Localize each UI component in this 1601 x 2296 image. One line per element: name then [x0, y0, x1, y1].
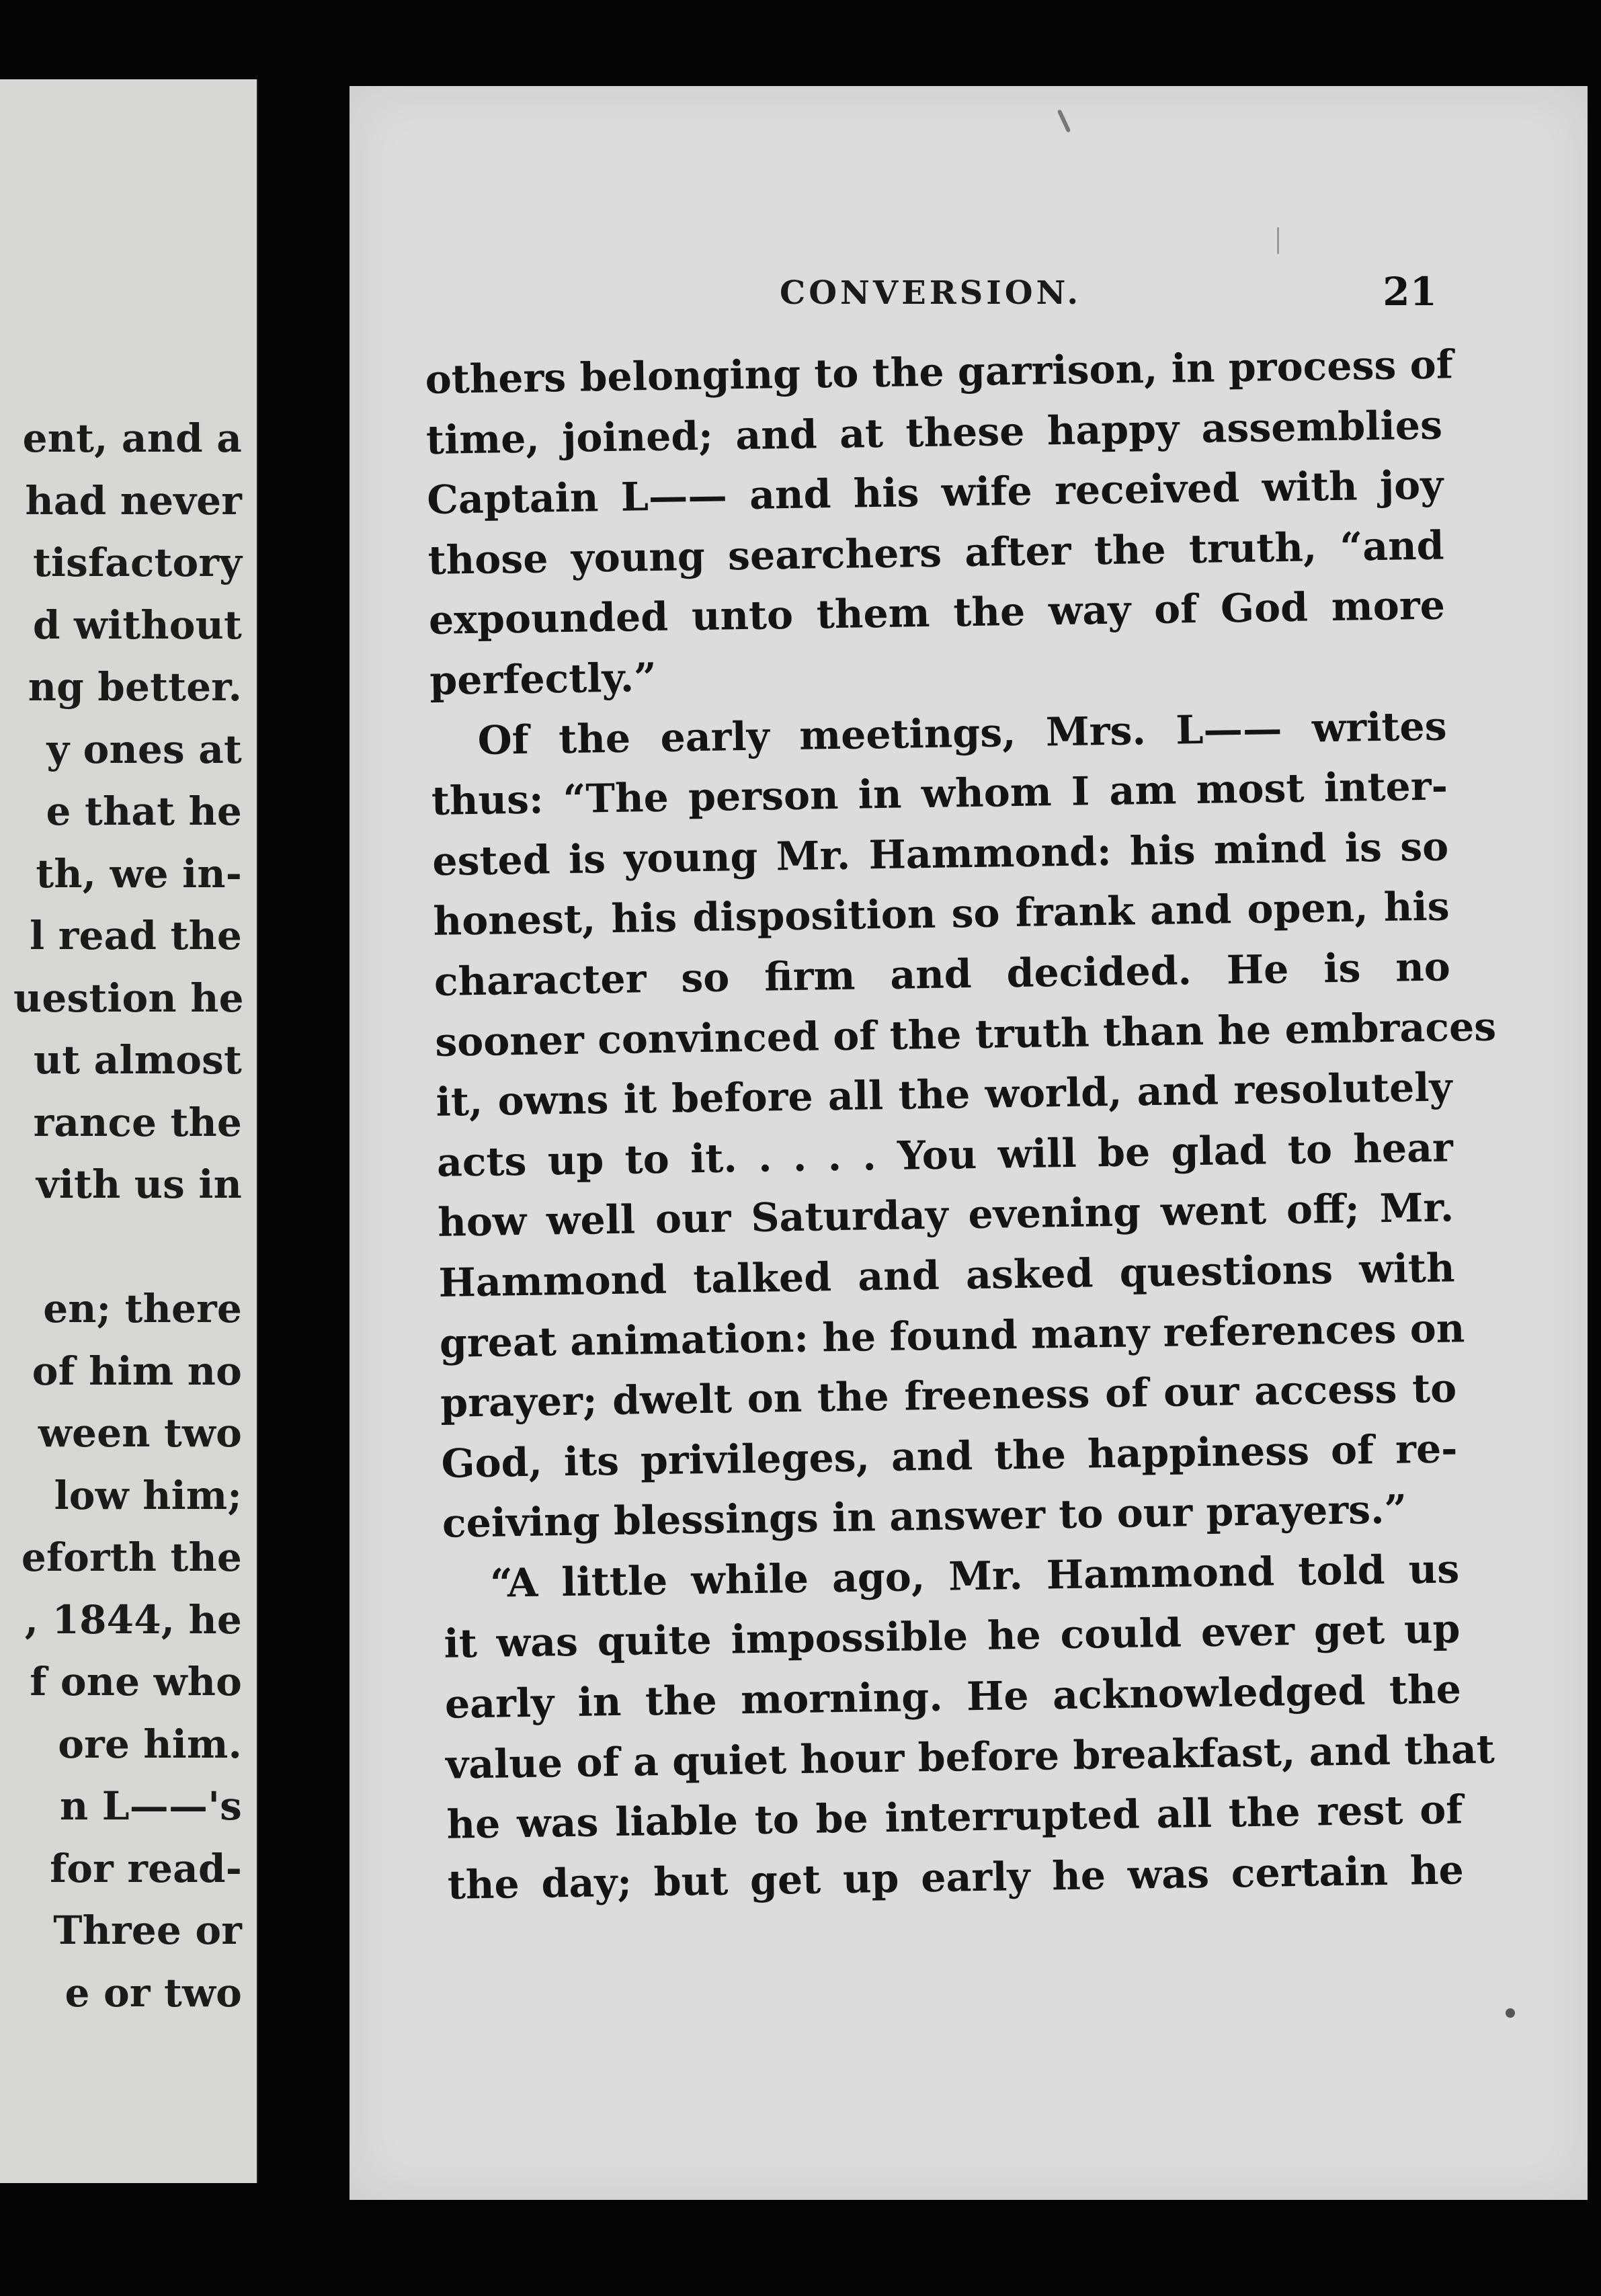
text-line: those young searchers after the truth, “and [427, 522, 1444, 583]
running-title: CONVERSION. [780, 274, 1082, 312]
left-line: low him; [54, 1472, 242, 1518]
left-line: th, we in- [36, 850, 242, 897]
left-line: uestion he [13, 975, 244, 1021]
left-line: vith us in [36, 1161, 242, 1207]
page-header [350, 269, 1588, 335]
left-line: , 1844, he [24, 1596, 242, 1643]
paper-speck [1277, 227, 1279, 254]
left-line: en; there [43, 1286, 242, 1331]
left-line: ut almost [33, 1037, 242, 1083]
paragraph-start-line: “A little while ago, Mr. Hammond told us [489, 1545, 1460, 1606]
left-line: ween two [38, 1410, 242, 1456]
text-line: how well our Saturday evening went off; Mr. [437, 1184, 1454, 1246]
paper-speck [1057, 109, 1071, 132]
text-line: time, joined; and at these happy assemblies [425, 401, 1443, 463]
text-line: great animation: he found many references on [439, 1304, 1465, 1366]
text-line: God, its privileges, and the happiness of re- [441, 1425, 1458, 1487]
text-line: early in the morning. He acknowledged the [444, 1666, 1462, 1727]
text-line: honest, his disposition so frank and open, his [433, 883, 1450, 945]
left-line: l read the [30, 913, 242, 958]
text-line: ceiving blessings in answer to our prayers.” [442, 1485, 1407, 1547]
left-line: of him no [32, 1348, 242, 1394]
text-line: ested is young Mr. Hammond: his mind is so [432, 823, 1449, 885]
body-text [425, 335, 1497, 1916]
text-line: he was liable to be interrupted all the rest of [446, 1786, 1463, 1848]
left-line: Three or [53, 1908, 242, 1953]
text-line: thus: “The person in whom I am most inter- [431, 762, 1448, 825]
text-line: acts up to it. . . . . You will be glad to hear [436, 1124, 1454, 1186]
text-line: perfectly.” [429, 653, 657, 704]
page-number: 21 [1383, 269, 1437, 315]
left-page-text [13, 407, 242, 2024]
paper-speck [1506, 2008, 1515, 2018]
text-line: it, owns it before all the world, and resolutely [436, 1063, 1452, 1125]
text-line: character so firm and decided. He is no [434, 943, 1451, 1005]
paragraph-start-line: Of the early meetings, Mrs. L—— writes [477, 702, 1447, 764]
left-line-blank [13, 1216, 242, 1278]
text-line: expounded unto them the way of God more [428, 581, 1446, 644]
text-line: others belonging to the garrison, in process of [425, 341, 1454, 403]
text-line: sooner convinced of the truth than he embraces [434, 1002, 1497, 1065]
left-line: ore him. [58, 1721, 242, 1767]
left-line: y ones at [46, 726, 242, 772]
left-line: ent, and a [22, 415, 242, 461]
left-line: f one who [30, 1659, 242, 1705]
left-line: for read- [50, 1845, 242, 1891]
left-line: eforth the [21, 1534, 242, 1580]
left-line: ng better. [28, 664, 242, 710]
text-line: Captain L—— and his wife received with joy [426, 461, 1444, 524]
text-line: the day; but get up early he was certain he [447, 1846, 1465, 1908]
left-line: e that he [46, 788, 242, 834]
left-line: e or two [65, 1969, 242, 2016]
left-line: had never [25, 477, 242, 524]
text-line: prayer; dwelt on the freeness of our access to [440, 1364, 1457, 1426]
left-line: tisfactory [32, 540, 242, 585]
right-page [350, 86, 1588, 2200]
text-line: it was quite impossible he could ever get up [444, 1605, 1461, 1668]
left-page-fragment [0, 79, 258, 2183]
text-line: value of a quiet hour before breakfast, and that [445, 1725, 1495, 1788]
left-line: d without [32, 602, 242, 648]
left-line: rance the [33, 1099, 242, 1145]
text-line: Hammond talked and asked questions with [438, 1244, 1455, 1306]
left-line: n L——'s [60, 1783, 242, 1829]
